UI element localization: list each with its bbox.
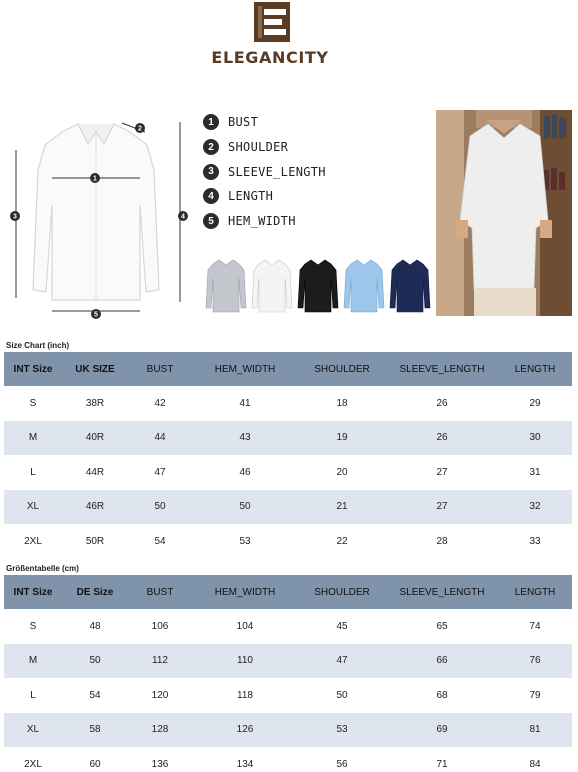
- table-cell: 58: [62, 713, 128, 748]
- legend-item: 2 SHOULDER: [203, 135, 403, 160]
- shirt-swatch-black: [298, 260, 338, 312]
- table-cell: 126: [192, 713, 298, 748]
- table-row: [4, 490, 572, 525]
- table-cell: 74: [529, 620, 541, 632]
- table-row: [4, 713, 572, 748]
- table-cell: XL: [4, 713, 62, 748]
- table-row: [4, 644, 572, 679]
- table-cell: 45: [336, 620, 348, 632]
- model-photo: [436, 110, 572, 316]
- table-cell: 47: [298, 644, 386, 679]
- legend-item: 5 HEM_WIDTH: [203, 209, 403, 234]
- column-header: INT Size: [4, 575, 62, 609]
- table-cell: 54: [154, 535, 166, 547]
- table-cell: 134: [236, 758, 254, 770]
- column-header: SHOULDER: [298, 352, 386, 386]
- svg-text:2: 2: [138, 125, 142, 133]
- table-cell: 31: [529, 466, 541, 478]
- inch-size-table: [4, 352, 572, 559]
- column-header: BUST: [128, 575, 192, 609]
- table-cell: 50: [336, 689, 348, 701]
- cm-size-table: [4, 575, 572, 772]
- table-cell: 79: [529, 689, 541, 701]
- table-cell: 128: [128, 713, 192, 748]
- table-cell: 118: [237, 689, 253, 701]
- svg-text:5: 5: [94, 311, 98, 319]
- shirt-diagram: [0, 110, 200, 325]
- table-cell: 60: [89, 758, 101, 770]
- table-cell: 68: [436, 689, 448, 701]
- table-row: [4, 421, 572, 456]
- table-row: [4, 386, 572, 421]
- table-cell: 26: [436, 397, 448, 409]
- table-cell: 22: [336, 535, 348, 547]
- table-cell: 44R: [85, 466, 105, 478]
- table-cell: 110: [192, 644, 298, 679]
- table-cell: 20: [336, 466, 348, 478]
- column-header: INT Size: [4, 352, 62, 386]
- column-header: DE Size: [62, 575, 128, 609]
- table-header-row: [4, 575, 572, 609]
- table-cell: 50: [192, 490, 298, 525]
- table-header-row: [4, 352, 572, 386]
- column-header: SHOULDER: [298, 575, 386, 609]
- table-cell: M: [4, 644, 62, 679]
- table-cell: 50: [62, 644, 128, 679]
- table-cell: S: [29, 620, 37, 632]
- column-header: HEM_WIDTH: [192, 575, 298, 609]
- svg-text:3: 3: [13, 213, 17, 221]
- table-cell: L: [30, 689, 36, 701]
- table-row: [4, 747, 572, 772]
- shirt-swatch-navy: [390, 260, 430, 312]
- table-cell: 32: [498, 490, 572, 525]
- measurement-legend: [203, 110, 403, 233]
- shirt-swatch-gray: [206, 260, 246, 312]
- column-header: LENGTH: [498, 352, 572, 386]
- table-cell: 2XL: [24, 535, 42, 547]
- color-swatches: [205, 256, 433, 316]
- table-cell: 120: [151, 689, 169, 701]
- table-cell: 2XL: [24, 758, 42, 770]
- table-cell: 33: [529, 535, 541, 547]
- table-cell: 27: [436, 466, 448, 478]
- table-cell: 27: [386, 490, 498, 525]
- table-cell: 54: [89, 689, 101, 701]
- legend-item: 3 SLEEVE_LENGTH: [203, 159, 403, 184]
- table-cell: 81: [498, 713, 572, 748]
- svg-text:1: 1: [93, 175, 97, 183]
- column-header: UK SIZE: [62, 352, 128, 386]
- inch-chart-title: Size Chart (inch): [6, 341, 70, 350]
- table-cell: M: [4, 421, 62, 456]
- table-cell: 42: [154, 397, 166, 409]
- table-cell: 46: [239, 466, 251, 478]
- table-cell: 18: [336, 397, 348, 409]
- legend-item: 1 BUST: [203, 110, 403, 135]
- table-cell: 46R: [62, 490, 128, 525]
- table-cell: 56: [336, 758, 348, 770]
- cm-chart-title: Größentabelle (cm): [6, 564, 79, 573]
- table-cell: 53: [239, 535, 251, 547]
- column-header: SLEEVE_LENGTH: [386, 575, 498, 609]
- brand-logo-icon: [254, 2, 290, 42]
- table-cell: 53: [298, 713, 386, 748]
- table-cell: 28: [436, 535, 448, 547]
- table-cell: 47: [154, 466, 166, 478]
- table-row: [4, 524, 572, 559]
- table-cell: 21: [298, 490, 386, 525]
- table-cell: 48: [89, 620, 101, 632]
- table-cell: 136: [151, 758, 169, 770]
- table-cell: 41: [239, 397, 251, 409]
- table-cell: 50R: [85, 535, 105, 547]
- table-cell: L: [30, 466, 36, 478]
- table-cell: 76: [498, 644, 572, 679]
- column-header: SLEEVE_LENGTH: [386, 352, 498, 386]
- shirt-swatch-white: [252, 260, 292, 312]
- table-row: [4, 678, 572, 713]
- table-cell: S: [29, 397, 37, 409]
- table-cell: 66: [386, 644, 498, 679]
- table-cell: 40R: [62, 421, 128, 456]
- table-cell: 30: [498, 421, 572, 456]
- column-header: BUST: [128, 352, 192, 386]
- table-cell: 84: [529, 758, 541, 770]
- svg-text:4: 4: [181, 213, 185, 221]
- table-cell: 112: [128, 644, 192, 679]
- shirt-swatch-light-blue: [344, 260, 384, 312]
- table-cell: XL: [4, 490, 62, 525]
- table-cell: 29: [529, 397, 541, 409]
- legend-item: 4 LENGTH: [203, 184, 403, 209]
- table-cell: 43: [192, 421, 298, 456]
- table-cell: 19: [298, 421, 386, 456]
- table-row: [4, 455, 572, 490]
- table-cell: 44: [128, 421, 192, 456]
- column-header: LENGTH: [498, 575, 572, 609]
- table-cell: 50: [128, 490, 192, 525]
- table-cell: 104: [236, 620, 254, 632]
- table-row: [4, 609, 572, 644]
- table-cell: 38R: [85, 397, 105, 409]
- table-cell: 65: [436, 620, 448, 632]
- table-cell: 26: [386, 421, 498, 456]
- column-header: HEM_WIDTH: [192, 352, 298, 386]
- table-cell: 71: [436, 758, 448, 770]
- table-cell: 69: [386, 713, 498, 748]
- brand-name: ELEGANCITY: [211, 48, 329, 67]
- table-cell: 106: [151, 620, 169, 632]
